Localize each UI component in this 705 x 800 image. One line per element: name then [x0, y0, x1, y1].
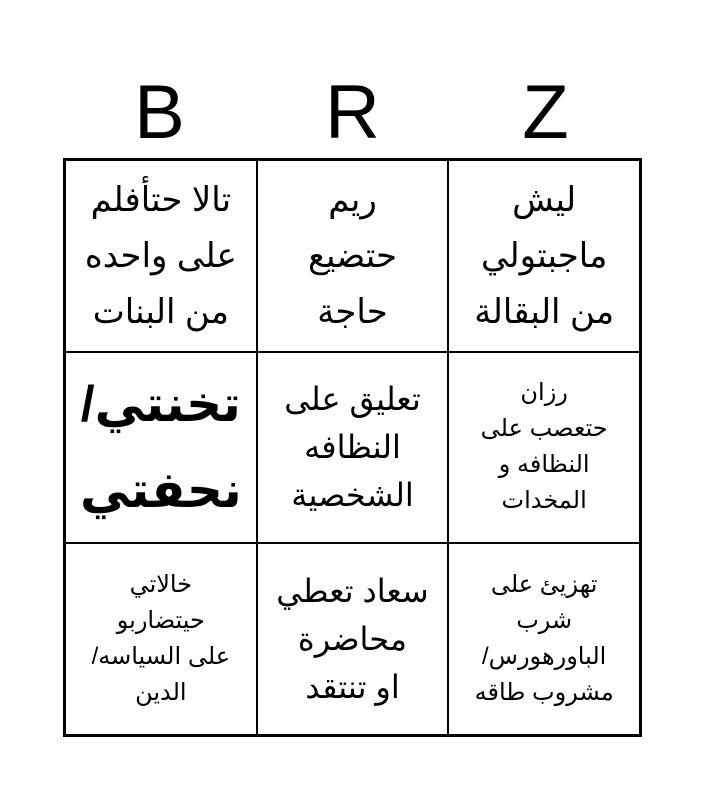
- header-letter-r: R: [325, 70, 380, 155]
- header-letter-z: Z: [522, 70, 569, 155]
- bingo-cell[interactable]: [65, 160, 257, 352]
- cell-text: ليش ماجبتولي من البقالة: [474, 180, 615, 331]
- bingo-cell[interactable]: [448, 352, 640, 544]
- cell-text: تالا حتأفلم على واحده من البنات: [84, 180, 237, 331]
- bingo-cell[interactable]: [65, 352, 257, 544]
- cell-text: تعليق على النظافه الشخصية: [284, 381, 421, 514]
- cell-text: تهزيئ على شرب الباورهورس/ مشروب طاقه: [474, 571, 614, 707]
- bingo-cell[interactable]: [257, 160, 449, 352]
- bingo-cell[interactable]: [257, 352, 449, 544]
- cell-text: رزان حتعصب على النظافه و المخدات: [480, 379, 608, 515]
- bingo-cell[interactable]: [448, 160, 640, 352]
- bingo-cell[interactable]: [257, 543, 449, 735]
- bingo-grid: [63, 158, 642, 737]
- bingo-cell[interactable]: [448, 543, 640, 735]
- cell-text: خالاتي حيتضاربو على السياسه/ الدين: [91, 571, 231, 707]
- cell-text: سعاد تعطي محاضرة او تنتقد: [276, 573, 429, 706]
- bingo-header: [63, 68, 642, 158]
- cell-text: تخنتي/ نحفتي: [79, 376, 242, 519]
- header-letter-b: B: [134, 70, 185, 155]
- bingo-cell[interactable]: [65, 543, 257, 735]
- cell-text: ريم حتضيع حاجة: [307, 180, 398, 331]
